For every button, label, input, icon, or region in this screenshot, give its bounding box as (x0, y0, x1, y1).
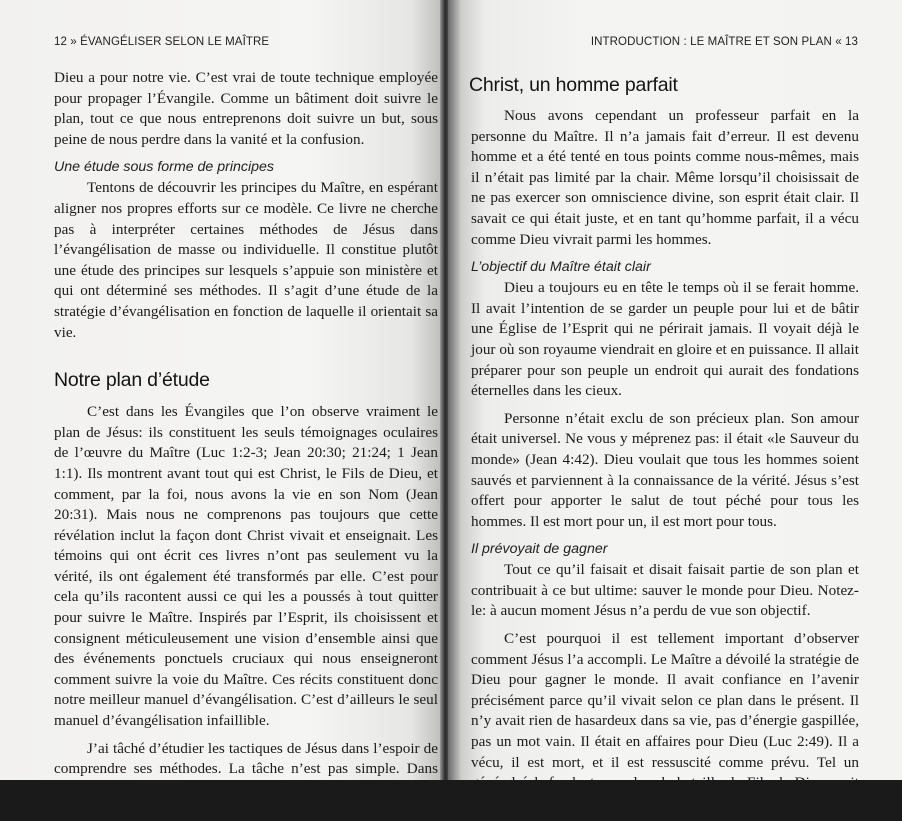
paragraph-objectif-1: Dieu a toujours eu en tête le temps où il se ferait homme. Il avait l’intention de se garder un peuple pour lui et de bâtir une Église de l’Esprit qui ne périrait jamais. Il voyait déjà le jour où son royaume viendrait en gloire et en puissance. Il allait préparer pour son peuple un endroit qui aurait des fondations éternelles dans les cieux. (471, 279, 859, 400)
paragraph-principes: Tentons de découvrir les principes du Maître, en espérant aligner nos propres efforts sur ce modèle. Ce livre ne cherche pas à interpréter certaines méthodes de Jésus dans l’évangélisation de masse ou individuelle. Il constitue plutôt une étude des principes sur lesquels s’appuie son ministère et qui ont déterminé ses méthodes. Il s’agit d’une étude de la stratégie d’évangélisation en fonction de laquelle il orientait sa vie. (54, 179, 438, 341)
subheading-gagner: Il prévoyait de gagner (471, 541, 608, 558)
subheading-objectif: L’objectif du Maître était clair (471, 259, 651, 276)
paragraph-gagner-1: Tout ce qu’il faisait et disait faisait partie de son plan et contribuait à ce but ultime: sauver le monde pour Dieu. Notez-le: à aucun moment Jésus n’a perdu de vue son objectif. (471, 561, 859, 620)
subheading-principes: Une étude sous forme de principes (54, 159, 275, 176)
right-text-block (471, 68, 859, 814)
paragraph-christ: Nous avons cependant un professeur parfait en la personne du Maître. Il n’a jamais fait d’erreur. Il est devenu homme et a été tenté en tous points comme nous-mêmes, mais il n’était pas limité par la chair. Même lorsqu’il choisissait de ne pas exercer son omniscience divine, son esprit était clair. Il savait ce qui était juste, et en tant qu’homme parfait, il a vécu comme Dieu vivrait parmi les hommes. (471, 107, 859, 248)
right-running-head: INTRODUCTION : LE MAÎTRE ET SON PLAN « 13 (590, 36, 858, 48)
heading-plan-etude: Notre plan d’étude (54, 369, 210, 392)
paragraph-plan-1: C’est dans les Évangiles que l’on observe vraiment le plan de Jésus: ils constituent les seuls témoignages oculaires de l’œuvre du Maître (Luc 1:2-3; Jean 20:30; 21:24; 1 Jean 1:1). Ils montrent avant tout qui est Christ, le Fils de Dieu, et comment, par la foi, nous avons la vie en son Nom (Jean 20:31). Mais nous ne comprenons pas toujours que cette révélation inclut la façon dont Christ vivait et enseignait. Les témoins qui ont écrit ces livres n’ont pas seulement vu la vérité, ils ont également été transformés par elle. C’est pour cela qu’ils racontent aussi ce qui les a poussés à tout quitter pour suivre le Maître. Inspirés par l’Esprit, ils choisissent et consignent méticuleusement une vision d’ensemble ainsi que des événements ponctuels cruciaux qui nous enseigneront comment suivre la voie du Maître. Ces récits constituent donc notre meilleur manuel d’évangélisation. C’est d’ailleurs le seul manuel d’évangélisation infaillible. (54, 403, 438, 730)
paragraph-plan-2: J’ai tâché d’étudier les tactiques de Jésus dans l’espoir de comprendre ses méthodes. La tâche n’est pas simple. Dans notre compréhension limitée et imparfaite, il nous reste encore beaucoup à apprendre de notre Seigneur illimité et glorieux. (54, 739, 438, 819)
paragraph-objectif-2: Personne n’était exclu de son précieux plan. Son amour était universel. Ne vous y méprenez pas: il était «le Sauveur du monde» (Jean 4:42). Dieu voulait que tous les hommes soient sauvés et parviennent à la connaissance de la vérité. Jésus s’est offert pour apporter le salut de tout péché pour tous les hommes. Il est mort pour un, il est mort pour tous. (471, 409, 859, 530)
left-text-block (54, 68, 438, 821)
paragraph-intro: Dieu a pour notre vie. C’est vrai de toute technique employée pour propager l’Évangile. Comme un bâtiment doit suivre le plan, tout ce que nous entreprenons doit suivre un but, sous peine de nous perdre dans la vanité et la confusion. (54, 69, 438, 148)
left-page (0, 0, 442, 819)
heading-christ-homme-parfait: Christ, un homme parfait (469, 74, 678, 96)
left-running-head: 12 » ÉVANGÉLISER SELON LE MAÎTRE (54, 36, 270, 48)
right-page (448, 0, 902, 812)
paragraph-gagner-2: C’est pourquoi il est tellement important d’observer comment Jésus l’a accompli. Le Maître a dévoilé la stratégie de Dieu pour gagner le monde. Il avait confiance en l’avenir précisément parce qu’il vivait selon ce plan dans le présent. Il n’y avait rien de hasardeux dans sa vie, pas d’énergie gaspillée, pas un mot vain. Il était en affaires pour Dieu (Luc 2:49). Il a vécu, il est mort, et il est ressuscité comme prévu. Tel un général échafaudant son plan de bataille, le Fils de Dieu avait tout (471, 630, 859, 812)
